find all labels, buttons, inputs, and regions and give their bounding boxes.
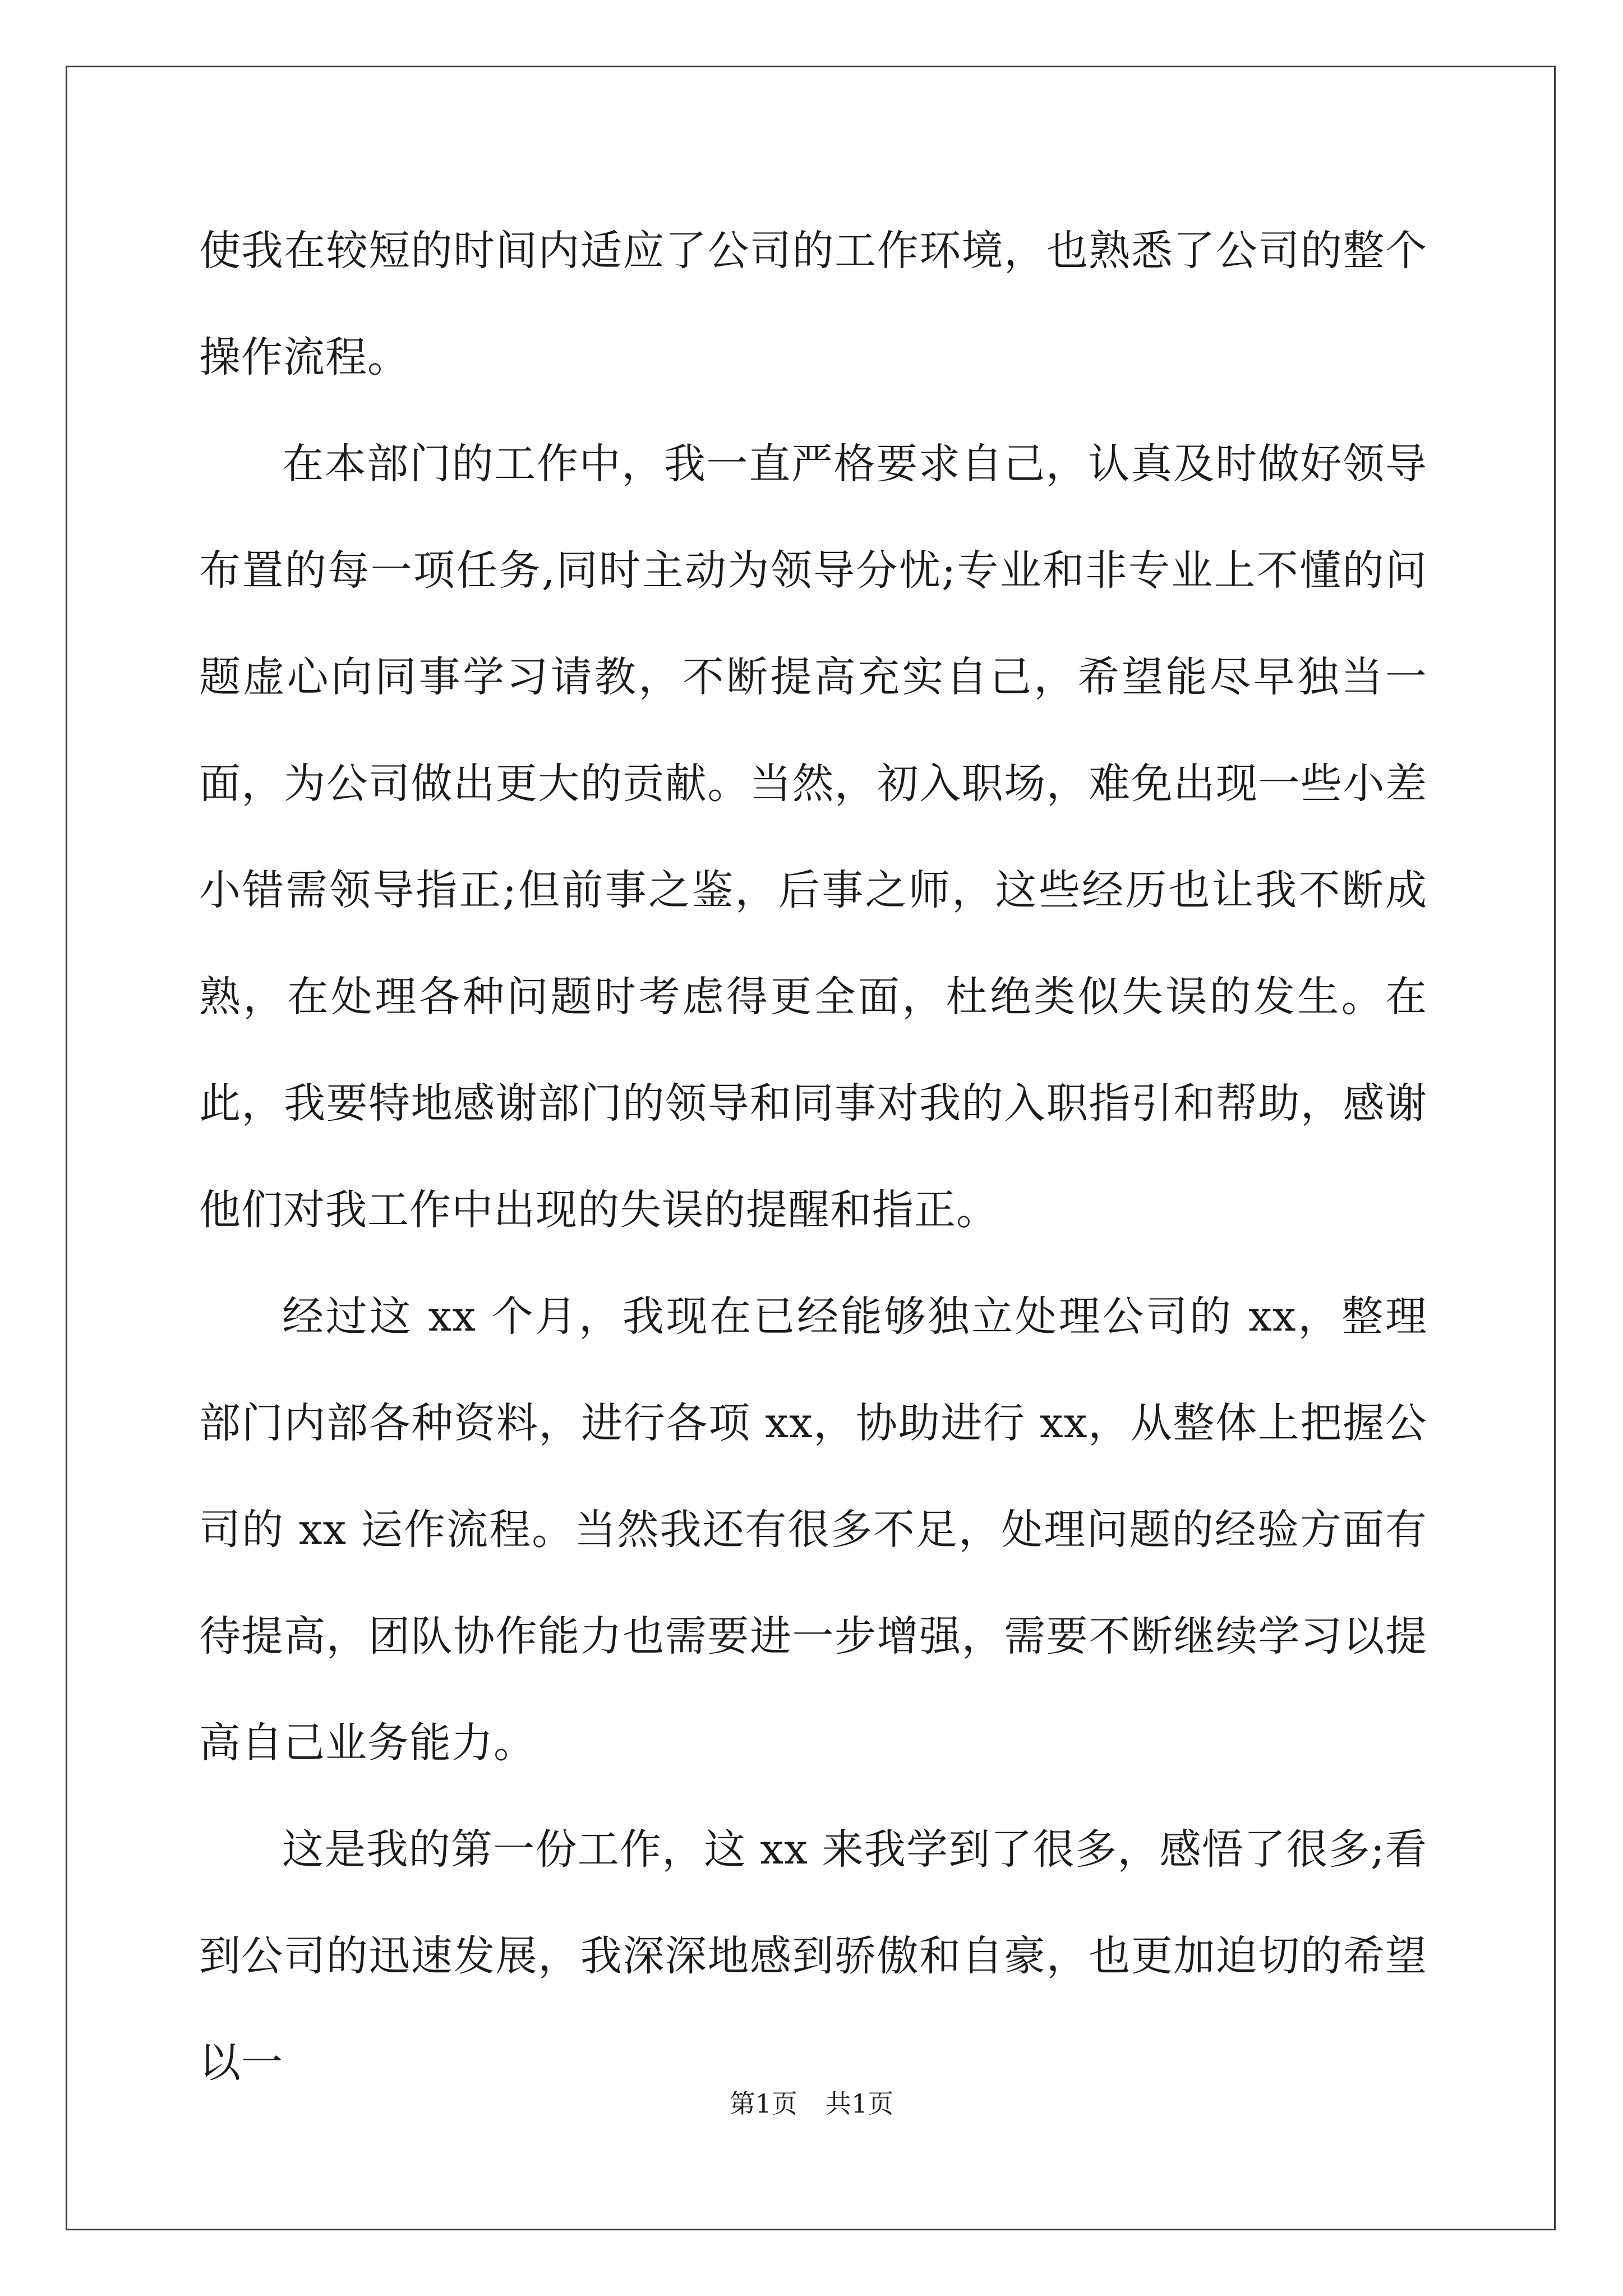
paragraph: 经过这 xx 个月，我现在已经能够独立处理公司的 xx，整理部门内部各种资料，进行各项 xx，协助进行 xx，从整体上把握公司的 xx 运作流程。当然我还有很多不足，处理问题的经验方面有待提高，团队协作能力也需要进一步增强，需要不断继续学习以提高自己业务能力。 [199, 1292, 1427, 1767]
page-number-total: 共1页 [826, 2088, 894, 2119]
document-body [199, 197, 1427, 2116]
paragraph: 这是我的第一份工作，这 xx 来我学到了很多，感悟了很多;看到公司的迅速发展，我深深地感到骄傲和自豪，也更加迫切的希望以一 [199, 1825, 1427, 2087]
page-number-current: 第1页 [729, 2088, 797, 2119]
page-footer [0, 2087, 1623, 2120]
paragraph: 在本部门的工作中，我一直严格要求自己，认真及时做好领导布置的每一项任务,同时主动为领导分忧;专业和非专业上不懂的问题虚心向同事学习请教，不断提高充实自己，希望能尽早独当一面，为公司做出更大的贡献。当然，初入职场，难免出现一些小差小错需领导指正;但前事之鉴，后事之师，这些经历也让我不断成熟，在处理各种问题时考虑得更全面，杜绝类似失误的发生。在此，我要特地感谢部门的领导和同事对我的入职指引和帮助，感谢他们对我工作中出现的失误的提醒和指正。 [199, 440, 1427, 1234]
paragraph-continuation: 使我在较短的时间内适应了公司的工作环境，也熟悉了公司的整个操作流程。 [199, 227, 1427, 381]
